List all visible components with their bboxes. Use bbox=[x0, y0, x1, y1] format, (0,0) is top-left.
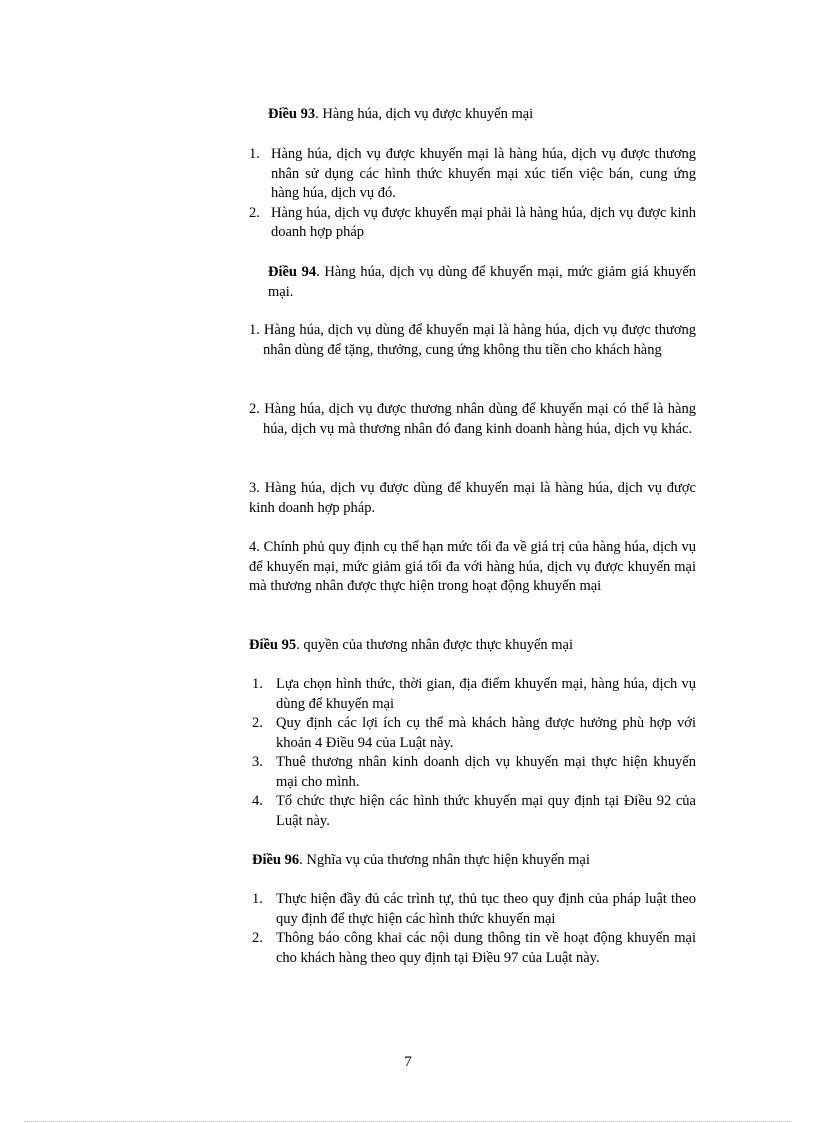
list-item: 1. Hàng húa, dịch vụ dùng để khuyến mại là hàng húa, dịch vụ được thương nhân dùng để tặng, thưởng, cung ứng không thu tiền cho khách hàng bbox=[249, 322, 696, 358]
list-item bbox=[252, 675, 696, 714]
article-93-heading bbox=[268, 105, 698, 125]
item-number: 2. bbox=[249, 204, 260, 221]
list-item bbox=[252, 753, 696, 792]
article-95-heading bbox=[249, 636, 696, 656]
list-item: 4. Chính phủ quy định cụ thể hạn mức tối đa về giá trị của hàng húa, dịch vụ để khuyến mại, mức giảm giá tối đa với hàng húa, dịch vụ được khuyến mại mà thương nhân được thực hiện trong hoạt động khuyến mại bbox=[249, 539, 696, 594]
list-item bbox=[252, 714, 696, 753]
item-number: 3. bbox=[252, 754, 263, 770]
item-number: 4. bbox=[252, 793, 263, 809]
list-item: 2. Hàng húa, dịch vụ được thương nhân dùng để khuyến mại có thể là hàng húa, dịch vụ mà thương nhân đó đang kinh doanh hàng húa, dịch vụ khác. bbox=[249, 401, 696, 437]
item-number: 2. bbox=[252, 715, 263, 731]
article-94-label: Điều 94 bbox=[268, 264, 317, 280]
article-94-heading bbox=[268, 263, 696, 302]
list-item bbox=[249, 204, 696, 243]
item-number: 1. bbox=[252, 891, 263, 907]
list-item bbox=[252, 929, 696, 968]
article-95-list bbox=[252, 675, 696, 831]
item-text: Quy định các lợi ích cụ thể mà khách hàng được hưởng phù hợp với khoản 4 Điều 94 của Luật này. bbox=[276, 715, 696, 751]
article-94-item-2 bbox=[249, 400, 696, 439]
item-text: Lựa chọn hình thức, thời gian, địa điểm khuyến mại, hàng húa, dịch vụ dùng để khuyến mại bbox=[276, 676, 696, 712]
article-93-label: Điều 93 bbox=[268, 106, 316, 122]
article-96-label: Điều 96 bbox=[252, 852, 300, 868]
list-item bbox=[252, 890, 696, 929]
article-93-list bbox=[249, 145, 696, 243]
article-94-title: . Hàng húa, dịch vụ dùng để khuyến mại, mức giảm giá khuyến mại. bbox=[268, 264, 697, 300]
article-95-label: Điều 95 bbox=[249, 637, 297, 653]
item-number: 2. bbox=[252, 930, 263, 946]
item-text: Thông báo công khai các nội dung thông tin về hoạt động khuyến mại cho khách hàng theo quy định tại Điều 97 của Luật này. bbox=[276, 930, 696, 966]
list-item bbox=[252, 792, 696, 831]
item-number: 1. bbox=[252, 676, 263, 692]
article-96-heading bbox=[252, 851, 696, 871]
article-93-title: . Hàng húa, dịch vụ được khuyến mại bbox=[315, 106, 534, 122]
page-number: 7 bbox=[404, 1054, 412, 1070]
article-94-item-1 bbox=[249, 321, 696, 360]
article-96-title: . Nghĩa vụ của thương nhân thực hiện khuyến mại bbox=[299, 852, 590, 868]
item-text: Thuê thương nhân kinh doanh dịch vụ khuyến mại thực hiện khuyến mại cho mình. bbox=[276, 754, 696, 790]
list-item: 3. Hàng húa, dịch vụ được dùng để khuyến mại là hàng húa, dịch vụ được kinh doanh hợp pháp. bbox=[249, 480, 696, 516]
list-item bbox=[249, 145, 696, 204]
item-text: Thực hiện đầy đủ các trình tự, thủ tục theo quy định của pháp luật theo quy định để thực hiện các hình thức khuyến mại bbox=[276, 891, 696, 927]
article-94-item-3 bbox=[249, 479, 696, 518]
item-text: Tổ chức thực hiện các hình thức khuyến mại quy định tại Điều 92 của Luật này. bbox=[276, 793, 696, 829]
article-95-title: . quyền của thương nhân được thực khuyến mại bbox=[296, 637, 574, 653]
item-text: Hàng húa, dịch vụ được khuyến mại phải là hàng húa, dịch vụ được kinh doanh hợp pháp bbox=[271, 204, 696, 240]
article-96-list bbox=[252, 890, 696, 968]
item-number: 1. bbox=[249, 146, 260, 162]
item-text: Hàng húa, dịch vụ được khuyến mại là hàng húa, dịch vụ được thương nhân sử dụng các hình thức khuyến mại xúc tiến việc bán, cung ứng hàng húa, dịch vụ đó. bbox=[271, 146, 696, 201]
article-94-item-4 bbox=[249, 538, 696, 597]
page-bottom-divider bbox=[24, 1121, 792, 1122]
